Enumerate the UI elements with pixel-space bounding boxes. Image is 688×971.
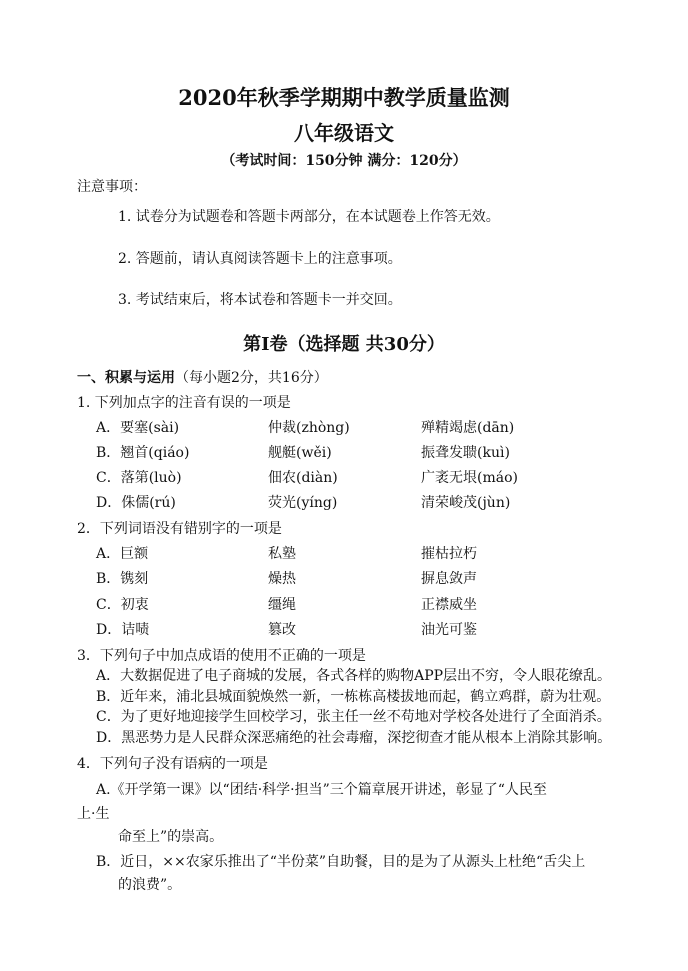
q4-option-a-line2: 上·生 [77,806,110,822]
q4-stem: 4．下列句子没有语病的一项是 [77,756,268,772]
q4-option-a-line3: 命至上”的崇高。 [118,829,224,845]
exam-subtitle: 八年级语文 [294,121,394,145]
q1-c-col1: C．落第(luò) [96,470,182,486]
q2-c-col2: 缰绳 [268,597,296,613]
q2-d-col3: 油光可鉴 [421,622,477,638]
q2-stem: 2．下列词语没有错别字的一项是 [77,521,282,537]
q4-option-a-line1: A.《开学第一课》以“团结·科学·担当”三个篇章展开讲述，彰显了“人民至 [96,782,547,798]
q2-b-col3: 摒息敛声 [421,571,477,587]
q2-c-col1: C．初衷 [96,597,149,613]
part-heading [77,367,328,387]
q1-b-col1: B．翘首(qiáo) [96,445,190,461]
q2-c-col3: 正襟威坐 [421,597,477,613]
q2-d-col1: D．诘啧 [96,622,150,638]
q2-b-col2: 燥热 [268,571,296,587]
q1-a-col2: 仲裁(zhòng) [268,420,350,436]
q3-option-d: D．黑恶势力是人民群众深恶痛绝的社会毒瘤，深挖彻查才能从根本上消除其影响。 [96,730,612,746]
q1-b-col3: 振聋发聩(kuì) [421,445,510,461]
q2-a-col1: A．巨额 [96,546,149,562]
q3-stem: 3．下列句子中加点成语的使用不正确的一项是 [77,648,366,664]
part-note: （每小题2分，共16分） [175,370,328,386]
q2-a-col3: 摧枯拉朽 [421,546,477,562]
q1-d-col1: D．侏儒(rú) [96,495,176,511]
q1-c-col3: 广袤无垠(máo) [421,470,518,486]
part-title: 一、积累与运用 [77,370,175,386]
q2-a-col2: 私塾 [268,546,296,562]
q1-a-col3: 殚精竭虑(dān) [421,420,515,436]
q1-c-col2: 佃农(diàn) [268,470,338,486]
q1-d-col2: 荧光(yíng) [268,495,338,511]
q2-d-col2: 篡改 [268,622,296,638]
q2-b-col1: B．镌刻 [96,571,149,587]
exam-title: 2020年秋季学期期中教学质量监测 [178,85,510,110]
q1-a-col1: A．要塞(sài) [96,420,180,436]
q4-option-b-line2: 的浪费”。 [118,877,182,893]
exam-info: （考试时间：150分钟 满分：120分） [221,153,467,169]
notice-item-1: 1. 试卷分为试题卷和答题卡两部分，在本试题卷上作答无效。 [118,209,500,225]
q3-option-a: A．大数据促进了电子商城的发展，各式各样的购物APP层出不穷，令人眼花缭乱。 [96,668,612,684]
q1-b-col2: 舰艇(wěi) [268,445,332,461]
q3-option-c: C．为了更好地迎接学生回校学习，张主任一丝不苟地对学校各处进行了全面消杀。 [96,709,611,725]
q1-d-col3: 清荣峻茂(jùn) [421,495,511,511]
q4-option-b-line1: B．近日，××农家乐推出了“半份菜”自助餐，目的是为了从源头上杜绝“舌尖上 [96,854,586,870]
section-title: 第Ⅰ卷（选择题 共30分） [243,334,445,355]
q1-stem: 1. 下列加点字的注音有误的一项是 [77,395,291,411]
notice-item-3: 3. 考试结束后，将本试卷和答题卡一并交回。 [118,292,402,308]
q3-option-b: B．近年来，浦北县城面貌焕然一新，一栋栋高楼拔地而起，鹤立鸡群，蔚为壮观。 [96,689,611,705]
notice-item-2: 2. 答题前，请认真阅读答题卡上的注意事项。 [118,251,402,267]
notice-heading: 注意事项： [77,179,147,195]
